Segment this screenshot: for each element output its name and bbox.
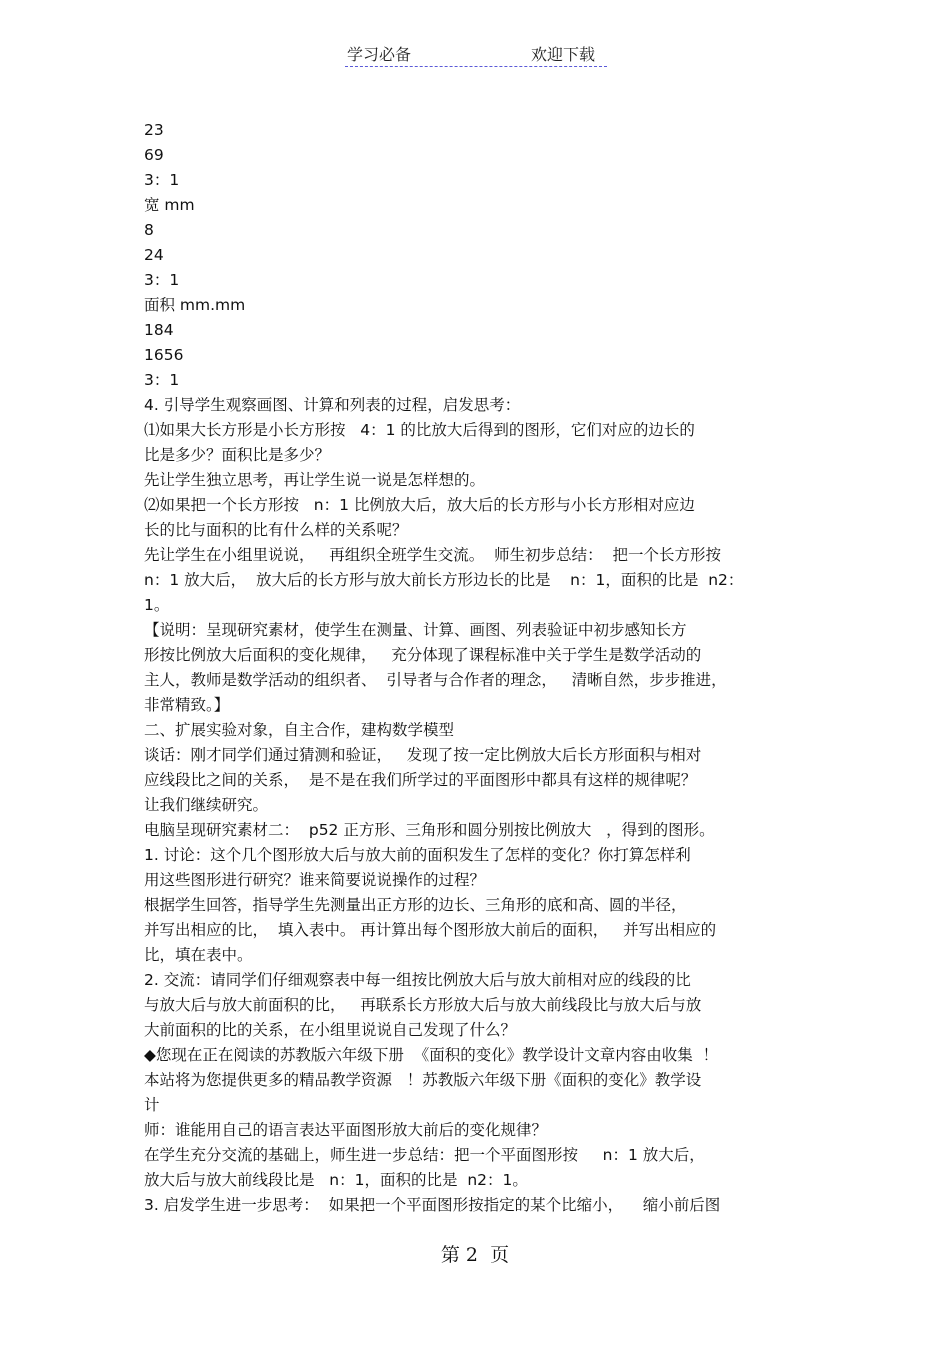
header-right-text: 欢迎下载 (531, 45, 596, 64)
header-left-text: 学习必备 (347, 45, 412, 64)
text-line: ⑵如果把一个长方形按 n：1 比例放大后，放大后的长方形与小长方形相对应边 (144, 496, 695, 514)
text-line: 先让学生独立思考，再让学生说一说是怎样想的。 (144, 471, 486, 489)
text-line: 184 (144, 321, 174, 339)
text-line: 电脑呈现研究素材二： p52 正方形、三角形和圆分别按比例放大 ，得到的图形。 (144, 821, 715, 839)
text-line: 比，填在表中。 (144, 946, 253, 964)
text-line: 非常精致。】 (144, 696, 230, 714)
text-line: 3：1 (144, 271, 180, 289)
text-line: ◆您现在正在阅读的苏教版六年级下册 《面积的变化》教学设计文章内容由收集 ！ (144, 1046, 719, 1064)
text-line: ⑴如果大长方形是小长方形按 4：1 的比放大后得到的图形，它们对应的边长的 (144, 421, 695, 439)
text-line: 面积 mm.mm (144, 296, 246, 314)
text-line: 形按比例放大后面积的变化规律， 充分体现了课程标准中关于学生是数学活动的 (144, 646, 702, 664)
text-line: 与放大后与放大前面积的比， 再联系长方形放大后与放大前线段比与放大后与放 (144, 996, 702, 1014)
text-line: 用这些图形进行研究？谁来简要说说操作的过程？ (144, 871, 486, 889)
text-line: 比是多少？面积比是多少？ (144, 446, 331, 464)
text-line: 1656 (144, 346, 184, 364)
text-line: 大前面积的比的关系，在小组里说说自己发现了什么？ (144, 1021, 517, 1039)
text-line: 二、扩展实验对象，自主合作，建构数学模型 (144, 721, 455, 739)
text-line: 应线段比之间的关系， 是不是在我们所学过的平面图形中都具有这样的规律呢？ (144, 771, 697, 789)
text-line: 在学生充分交流的基础上，师生进一步总结：把一个平面图形按 n：1 放大后， (144, 1146, 705, 1164)
text-line: n：1 放大后， 放大后的长方形与放大前长方形边长的比是 n：1，面积的比是 n2： (144, 571, 744, 589)
text-line: 24 (144, 246, 164, 264)
text-line: 让我们继续研究。 (144, 796, 269, 814)
text-line: 谈话：刚才同学们通过猜测和验证， 发现了按一定比例放大后长方形面积与相对 (144, 746, 702, 764)
text-line: 1. 讨论：这个几个图形放大后与放大前的面积发生了怎样的变化？你打算怎样利 (144, 846, 691, 864)
text-line: 长的比与面积的比有什么样的关系呢？ (144, 521, 408, 539)
text-line: 本站将为您提供更多的精品教学资源 ！苏教版六年级下册《面积的变化》教学设 (144, 1071, 702, 1089)
text-line: 3：1 (144, 371, 180, 389)
text-line: 8 (144, 221, 154, 239)
text-line: 根据学生回答，指导学生先测量出正方形的边长、三角形的底和高、圆的半径， (144, 896, 687, 914)
text-line: 放大后与放大前线段比是 n：1，面积的比是 n2：1。 (144, 1171, 528, 1189)
text-line: 主人，教师是数学活动的组织者、 引导者与合作者的理念， 清晰自然，步步推进， (144, 671, 727, 689)
page-number: 第 2 页 (440, 1244, 510, 1266)
text-line: 并写出相应的比， 填入表中。 再计算出每个图形放大前后的面积， 并写出相应的 (144, 921, 717, 939)
text-line: 1。 (144, 596, 170, 614)
text-line: 【说明：呈现研究素材，使学生在测量、计算、画图、列表验证中初步感知长方 (144, 621, 687, 639)
text-line: 23 (144, 121, 164, 139)
text-line: 4. 引导学生观察画图、计算和列表的过程，启发思考： (144, 396, 521, 414)
text-line: 先让学生在小组里说说， 再组织全班学生交流。 师生初步总结： 把一个长方形按 (144, 546, 721, 564)
text-line: 3. 启发学生进一步思考： 如果把一个平面图形按指定的某个比缩小， 缩小前后图 (144, 1196, 721, 1214)
text-line: 计 (144, 1096, 160, 1114)
text-line: 师：谁能用自己的语言表达平面图形放大前后的变化规律？ (144, 1121, 548, 1139)
text-line: 69 (144, 146, 164, 164)
text-line: 2. 交流：请同学们仔细观察表中每一组按比例放大后与放大前相对应的线段的比 (144, 971, 691, 989)
text-line: 宽 mm (144, 196, 195, 214)
document-body (144, 118, 824, 1218)
text-line: 3：1 (144, 171, 180, 189)
page-header (345, 38, 607, 67)
